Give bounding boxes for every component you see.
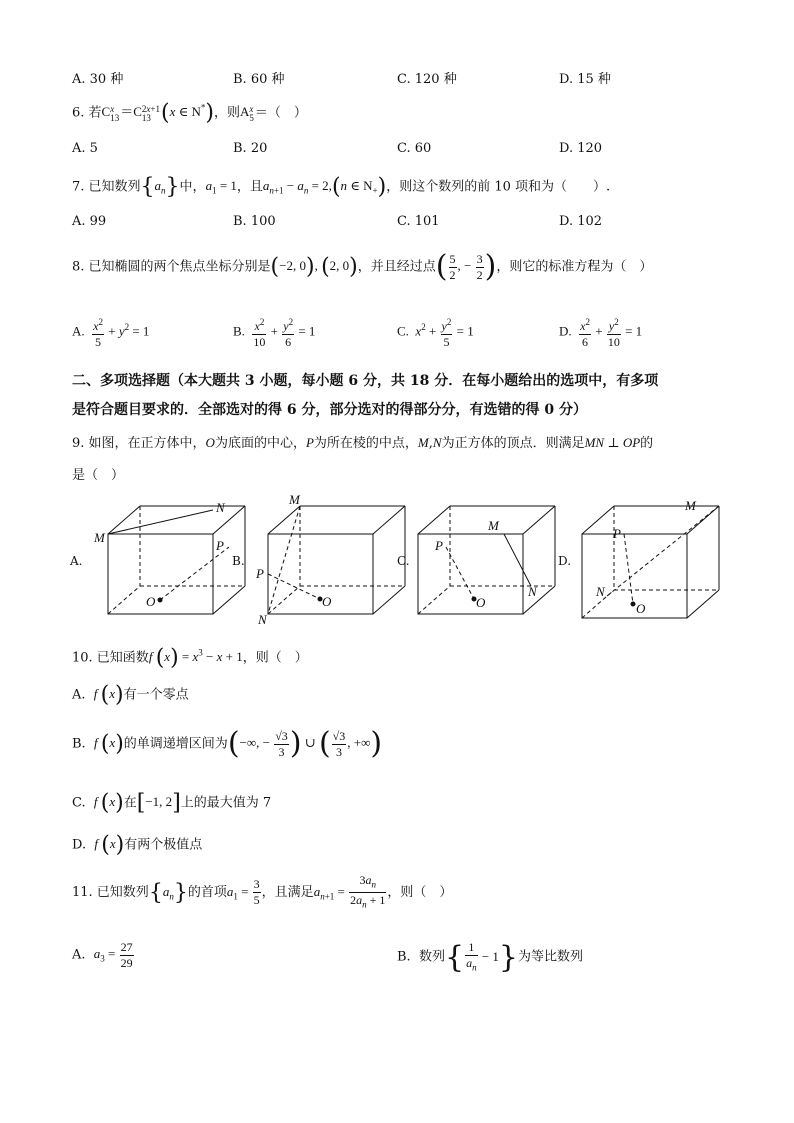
q10-option-a: A. f (x)有一个零点 xyxy=(72,683,189,708)
q9-part2: 为底面的中心， xyxy=(214,436,306,451)
q5-option-c: C. 120 种 xyxy=(397,72,457,87)
q11-stem: 11. 已知数列$\{a_n\}$的首项$a_1$ = $\frac{3}{5}$ ，且满足$a_{n+1}$ = $\frac{3a_n}{2a_n + 1}$ ，则（ ） xyxy=(72,873,453,910)
q9-part4: 为正方体的顶点．则满足 xyxy=(441,436,585,451)
q8-prefix: 8. 已知椭圆的两个焦点坐标分别是 xyxy=(72,259,271,275)
section2-line2: 是符合题目要求的．全部选对的得 6 分，部分选对的得部分分，有选错的得 0 分） xyxy=(72,402,587,418)
q11-suffix: ，则（ ） xyxy=(387,884,453,900)
q7-stem: 7. 已知数列$\{a_n\}$中，$a_1 = 1$，且$a_{n+1} - a_n = 2,(n$ ∈ $N_+$)，则这个数列的前 10 项和为（ ）. xyxy=(72,175,611,200)
svg-text:M: M xyxy=(94,530,105,545)
q6-prefix: 6. 若 xyxy=(72,105,102,121)
q7-mid2: ，且 xyxy=(236,179,263,195)
q8-option-b: B. $\frac{x^2}{10}$ + $\frac{y^2}{6}$ = 1 xyxy=(233,317,316,349)
q10-option-c: C. f (x)在[−1, 2]上的最大值为 7 xyxy=(72,791,272,816)
q8-option-d: D. $\frac{x^2}{6}$ + $\frac{y^2}{10}$ = 1 xyxy=(559,317,643,349)
q7-suffix: ，则这个数列的前 10 项和为（ ）. xyxy=(386,179,611,195)
q11-b-text2: 为等比数列 xyxy=(518,949,584,965)
cube-figure-c xyxy=(397,506,555,614)
svg-text:P: P xyxy=(216,538,224,553)
q9-part1: 9. 如图，在正方体中， xyxy=(72,436,206,451)
cube-figure-a xyxy=(69,500,245,614)
svg-text:O: O xyxy=(322,594,332,609)
q10-c-text: 上的最大值为 7 xyxy=(180,795,272,811)
figure-label-c: C. xyxy=(397,554,410,568)
q8-option-a: A. $\frac{x^2}{5}$ + $y^2 = 1$ xyxy=(72,317,150,349)
figure-label-a: A. xyxy=(70,554,83,568)
svg-text:M: M xyxy=(488,518,499,533)
svg-text:N: N xyxy=(216,500,225,515)
q11-label-b: B. xyxy=(397,949,411,965)
svg-text:N: N xyxy=(528,584,537,599)
svg-text:N: N xyxy=(596,584,605,599)
q11-b-text1: 数列 xyxy=(418,949,445,965)
svg-text:M: M xyxy=(289,492,300,507)
q6-tail: ＝（ ） xyxy=(254,105,307,121)
q11-option-a: A. $a_3$ = $\frac{27}{29}$ xyxy=(72,940,133,970)
q7-option-c: C. 101 xyxy=(397,214,440,229)
q9-part5: 的 xyxy=(640,436,654,451)
q6-option-a: A. 5 xyxy=(72,141,98,156)
q10-d-text: 有两个极值点 xyxy=(124,837,203,853)
q10-suffix: ，则（ ） xyxy=(242,650,308,666)
q8-suffix: ，则它的标准方程为（ ） xyxy=(496,259,653,275)
svg-text:N: N xyxy=(258,612,267,627)
q9-cube-figures xyxy=(0,492,794,632)
q6-option-c: C. 60 xyxy=(397,141,432,156)
q10-c-mid: 在 xyxy=(123,795,137,811)
q9-stem: 9. 如图，在正方体中，O为底面的中心，P为所在棱的中点，M,N为正方体的顶点．则满足MN ⊥ OP的 xyxy=(72,435,654,451)
q7-mid1: 中， xyxy=(179,179,206,195)
q9-part3: 为所在棱的中点， xyxy=(313,436,418,451)
svg-text:M: M xyxy=(685,498,696,513)
q8-option-c: C. $x^2$ + $\frac{y^2}{5}$ = 1 xyxy=(397,317,474,349)
cube-figure-d xyxy=(558,498,719,618)
q6-option-d: D. 120 xyxy=(559,141,603,156)
svg-text:O: O xyxy=(636,601,646,616)
q11-prefix: 11. 已知数列 xyxy=(72,884,149,900)
q10-a-text: 有一个零点 xyxy=(123,687,189,703)
q10-label-a: A. xyxy=(72,687,86,703)
q9-line2: 是（ ） xyxy=(72,468,125,483)
q10-label-c: C. xyxy=(72,795,86,811)
figure-label-d: D. xyxy=(558,554,572,568)
q10-option-b: B. f (x)的单调递增区间为(−∞, − $\frac{√3}{3}$ ) ∪ ( $\frac{√3}{3}$ , +∞) xyxy=(72,726,383,762)
q10-prefix: 10. 已知函数 xyxy=(72,650,149,666)
q11-mid2: ，且满足 xyxy=(261,884,314,900)
q5-option-b: B. 60 种 xyxy=(233,72,285,87)
q7-prefix: 7. 已知数列 xyxy=(72,179,141,195)
figure-label-b: B. xyxy=(232,554,245,568)
q7-option-d: D. 102 xyxy=(559,214,603,229)
svg-text:O: O xyxy=(476,595,486,610)
q10-b-text: 的单调递增区间为 xyxy=(123,736,228,752)
svg-text:P: P xyxy=(256,566,264,581)
q6-stem: 6. 若C x 13 ＝C 2x+1 13 (x ∈ N*)，则A x 5 ＝（ ） xyxy=(72,101,307,126)
cube-figure-b xyxy=(232,492,405,627)
q5-option-d: D. 15 种 xyxy=(559,72,611,87)
q10-label-b: B. xyxy=(72,736,86,752)
q10-label-d: D. xyxy=(72,837,87,853)
section2-line1: 二、多项选择题（本大题共 3 小题，每小题 6 分，共 18 分．在每小题给出的选项中，有多项 xyxy=(72,373,659,389)
svg-text:P: P xyxy=(613,526,621,541)
svg-text:O: O xyxy=(146,594,156,609)
q11-label-a: A. xyxy=(72,947,86,963)
q8-stem: 8. 已知椭圆的两个焦点坐标分别是(−2, 0), (2, 0)，并且经过点( $\frac{5}{2}$ , − $\frac{3}{2}$ )，则它的标准方程为（ ） xyxy=(72,249,653,285)
q5-option-a: A. 30 种 xyxy=(72,72,124,87)
q11-mid1: 的首项 xyxy=(187,884,227,900)
svg-text:P: P xyxy=(435,538,443,553)
q7-option-a: A. 99 xyxy=(72,214,107,229)
q11-option-b: B. 数列{ $\frac{1}{a_n}$ − 1}为等比数列 xyxy=(397,939,584,975)
q10-option-d: D. f (x)有两个极值点 xyxy=(72,833,203,858)
q6-option-b: B. 20 xyxy=(233,141,268,156)
q8-mid: ，并且经过点 xyxy=(357,259,436,275)
q10-stem: 10. 已知函数f $(x) = x^3 - x + 1$，则（ ） xyxy=(72,646,308,671)
q6-suffix: ，则 xyxy=(213,105,240,121)
q7-option-b: B. 100 xyxy=(233,214,276,229)
